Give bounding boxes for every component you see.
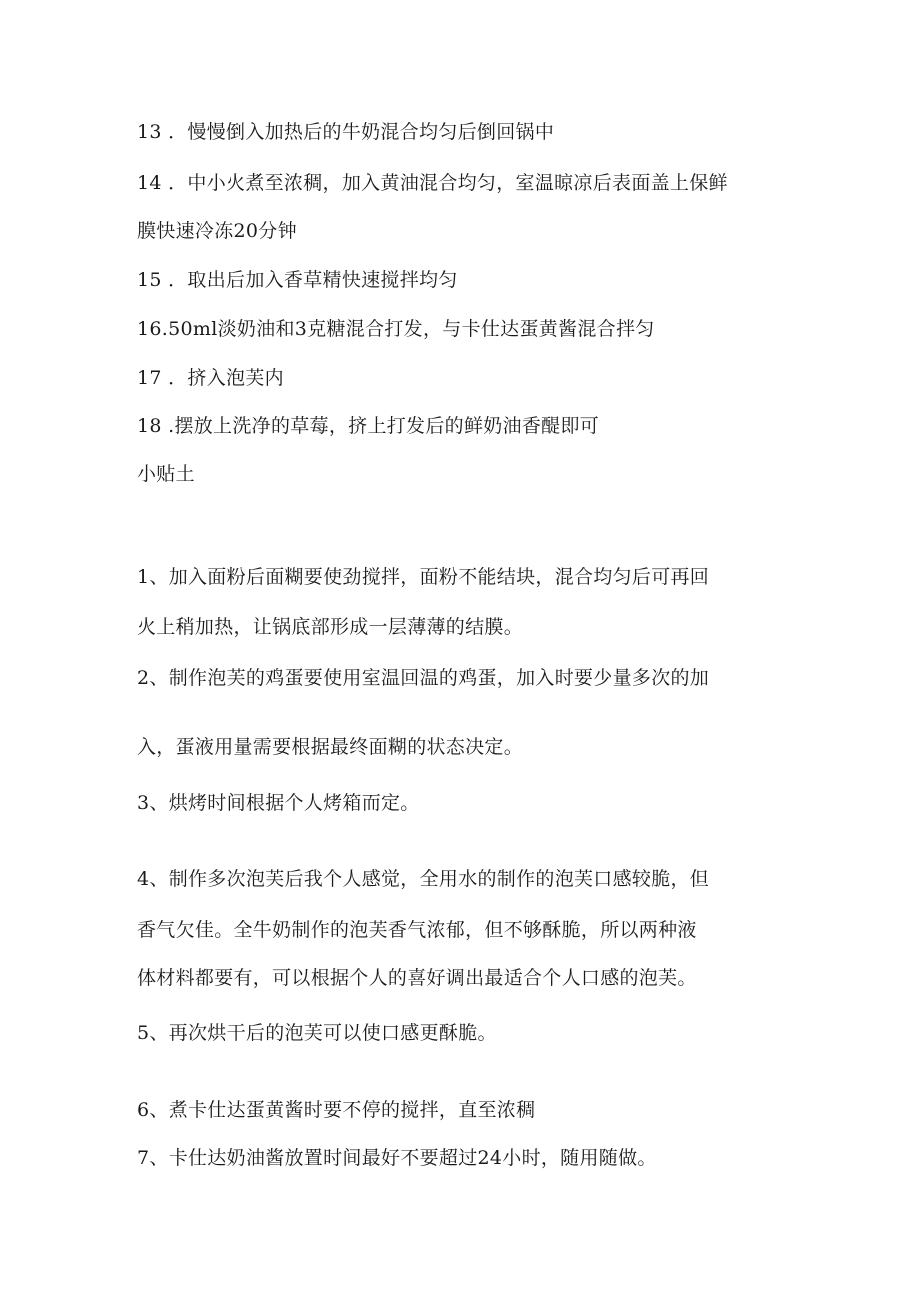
tip-5: 5、再次烘干后的泡芙可以使口感更酥脆。	[137, 1022, 497, 1044]
tip-4-continued-2: 体材料都要有，可以根据个人的喜好调出最适合个人口感的泡芙。	[137, 967, 697, 989]
tip-4: 4、制作多次泡芙后我个人感觉，全用水的制作的泡芙口感较脆，但	[137, 868, 710, 890]
tip-1: 1、加入面粉后面糊要使劲搅拌，面粉不能结块，混合均匀后可再回	[137, 566, 710, 588]
step-14-continued: 膜快速冷冻20分钟	[137, 220, 297, 242]
tips-heading: 小贴土	[137, 463, 195, 485]
tip-2-continued: 入，蛋液用量需要根据最终面糊的状态决定。	[137, 736, 524, 758]
step-17: 17 ．挤入泡芙内	[137, 367, 284, 389]
tip-2: 2、制作泡芙的鸡蛋要使用室温回温的鸡蛋，加入时要少量多次的加	[137, 667, 710, 689]
step-16: 16.50ml淡奶油和3克糖混合打发，与卡仕达蛋黄酱混合拌匀	[137, 318, 655, 340]
tip-1-continued: 火上稍加热，让锅底部形成一层薄薄的结膜。	[137, 616, 524, 638]
tip-6: 6、煮卡仕达蛋黄酱时要不停的搅拌，直至浓稠	[137, 1099, 536, 1121]
tip-7: 7、卡仕达奶油酱放置时间最好不要超过24小时，随用随做。	[137, 1147, 657, 1169]
step-14: 14 ．中小火煮至浓稠，加入黄油混合均匀，室温晾凉后表面盖上保鲜	[137, 172, 728, 194]
step-13: 13 ．慢慢倒入加热后的牛奶混合均匀后倒回锅中	[137, 121, 555, 143]
tip-4-continued-1: 香气欠佳。全牛奶制作的泡芙香气浓郁，但不够酥脆，所以两种液	[137, 919, 697, 941]
tip-3: 3、烘烤时间根据个人烤箱而定。	[137, 792, 420, 814]
step-18: 18 .摆放上洗净的草莓，挤上打发后的鲜奶油香醍即可	[137, 415, 600, 437]
step-15: 15 ．取出后加入香草精快速搅拌均匀	[137, 269, 458, 291]
